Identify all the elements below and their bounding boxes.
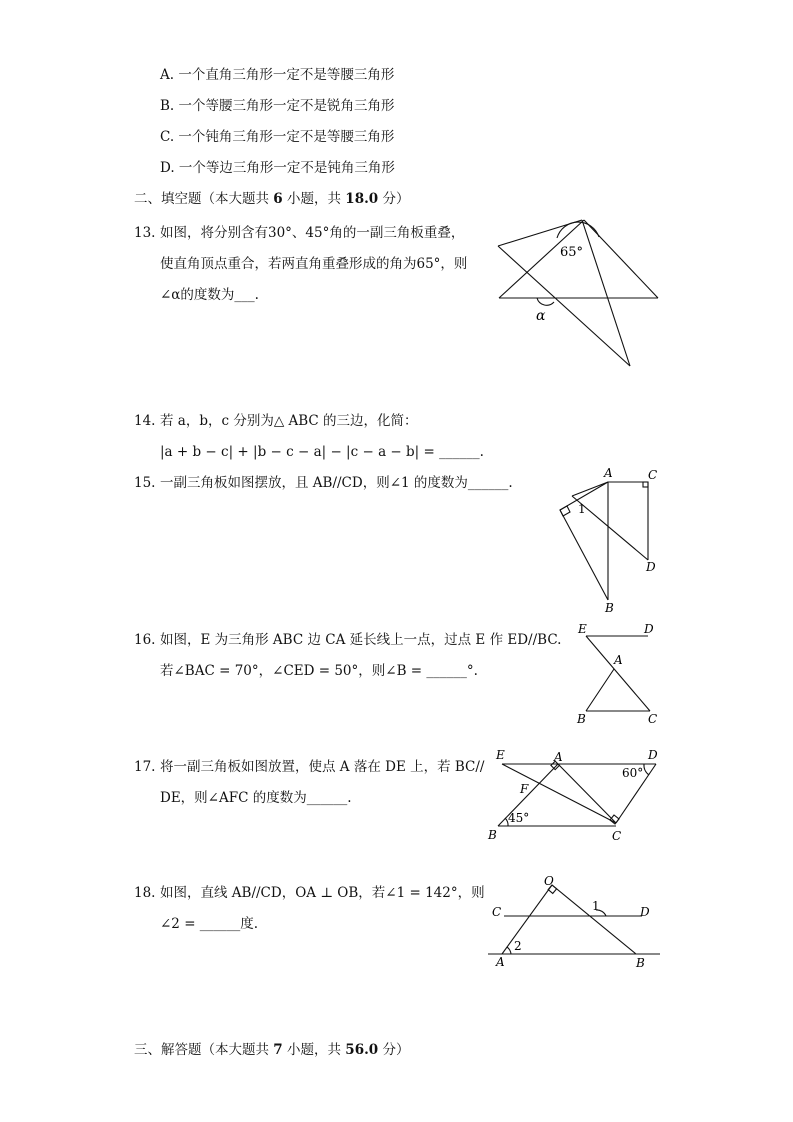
- section-mid: 小题，共: [282, 1042, 346, 1058]
- label-c: C: [648, 712, 658, 726]
- question-text: 一副三角板如图摆放，且 AB//CD，则∠1 的度数为______.: [160, 475, 513, 491]
- section-prefix: 三、解答题（本大题共: [134, 1042, 274, 1058]
- label-angle-65: 65°: [560, 245, 584, 260]
- question-text: ∠α的度数为___.: [160, 287, 259, 303]
- label-d: D: [640, 905, 650, 919]
- section-prefix: 二、填空题（本大题共: [134, 191, 274, 207]
- figure-q18-parallel-lines: [484, 870, 664, 972]
- section-suffix: 分）: [378, 1042, 410, 1058]
- question-number: 13.: [134, 225, 156, 241]
- question-text: 若∠BAC = 70°，∠CED = 50°，则∠B = ______°.: [160, 663, 478, 679]
- label-b: B: [636, 956, 645, 970]
- label-angle-1: 1: [578, 502, 586, 516]
- label-a: A: [496, 955, 505, 969]
- section-suffix: 分）: [378, 191, 410, 207]
- label-c: C: [648, 468, 658, 482]
- question-text: 若 a，b，c 分别为△ ABC 的三边，化简：: [160, 413, 418, 429]
- label-d: D: [648, 748, 658, 762]
- question-text: 使直角顶点重合，若两直角重叠形成的角为65°，则: [160, 256, 468, 272]
- choice-b: B. 一个等腰三角形一定不是锐角三角形: [160, 98, 395, 114]
- choice-a: A. 一个直角三角形一定不是等腰三角形: [160, 67, 395, 83]
- question-text: 将一副三角板如图放置，使点 A 落在 DE 上，若 BC//: [160, 759, 485, 775]
- section-heading-solve: [134, 1041, 409, 1059]
- label-e: E: [578, 622, 587, 636]
- figure-q17-set-squares: [484, 744, 664, 846]
- label-e: E: [496, 748, 505, 762]
- question-text: |a + b − c| + |b − c − a| − |c − a − b| = ______.: [160, 444, 484, 460]
- figure-q13-triangles: [490, 212, 670, 372]
- question-number: 18.: [134, 885, 156, 901]
- label-angle-1: 1: [592, 899, 600, 913]
- question-text: 如图，直线 AB//CD，OA ⊥ OB，若∠1 = 142°，则: [160, 885, 485, 901]
- question-number: 17.: [134, 759, 156, 775]
- label-o: O: [544, 874, 554, 888]
- label-b: B: [577, 712, 586, 726]
- label-c: C: [612, 829, 622, 843]
- label-c: C: [492, 905, 502, 919]
- label-a: A: [614, 653, 623, 667]
- section-mid: 小题，共: [282, 191, 346, 207]
- label-f: F: [520, 782, 529, 796]
- question-text: 如图，将分别含有30°、45°角的一副三角板重叠，: [160, 225, 465, 241]
- question-text: 如图，E 为三角形 ABC 边 CA 延长线上一点，过点 E 作 ED//BC.: [160, 632, 562, 648]
- figure-q15-set-squares: [550, 464, 670, 616]
- section-count: 6: [273, 191, 283, 207]
- label-angle-2: 2: [514, 939, 522, 953]
- label-angle-60: 60°: [622, 766, 644, 780]
- label-d: D: [644, 622, 654, 636]
- question-number: 15.: [134, 475, 156, 491]
- section-score: 56.0: [345, 1042, 379, 1058]
- choice-c: C. 一个钝角三角形一定不是等腰三角形: [160, 129, 395, 145]
- label-alpha: α: [536, 308, 546, 324]
- section-score: 18.0: [345, 191, 379, 207]
- label-d: D: [646, 560, 656, 574]
- section-heading-fill-blank: [134, 190, 409, 208]
- label-a: A: [554, 750, 563, 764]
- label-angle-45: 45°: [508, 811, 530, 825]
- question-number: 14.: [134, 413, 156, 429]
- question-number: 16.: [134, 632, 156, 648]
- label-b: B: [488, 828, 497, 842]
- label-b: B: [605, 601, 614, 615]
- label-a: A: [604, 466, 613, 480]
- figure-q16-triangle: [572, 618, 667, 730]
- question-text: ∠2 = ______度.: [160, 916, 259, 932]
- choice-d: D. 一个等边三角形一定不是钝角三角形: [160, 160, 395, 176]
- section-count: 7: [273, 1042, 283, 1058]
- question-text: DE，则∠AFC 的度数为______.: [160, 790, 352, 806]
